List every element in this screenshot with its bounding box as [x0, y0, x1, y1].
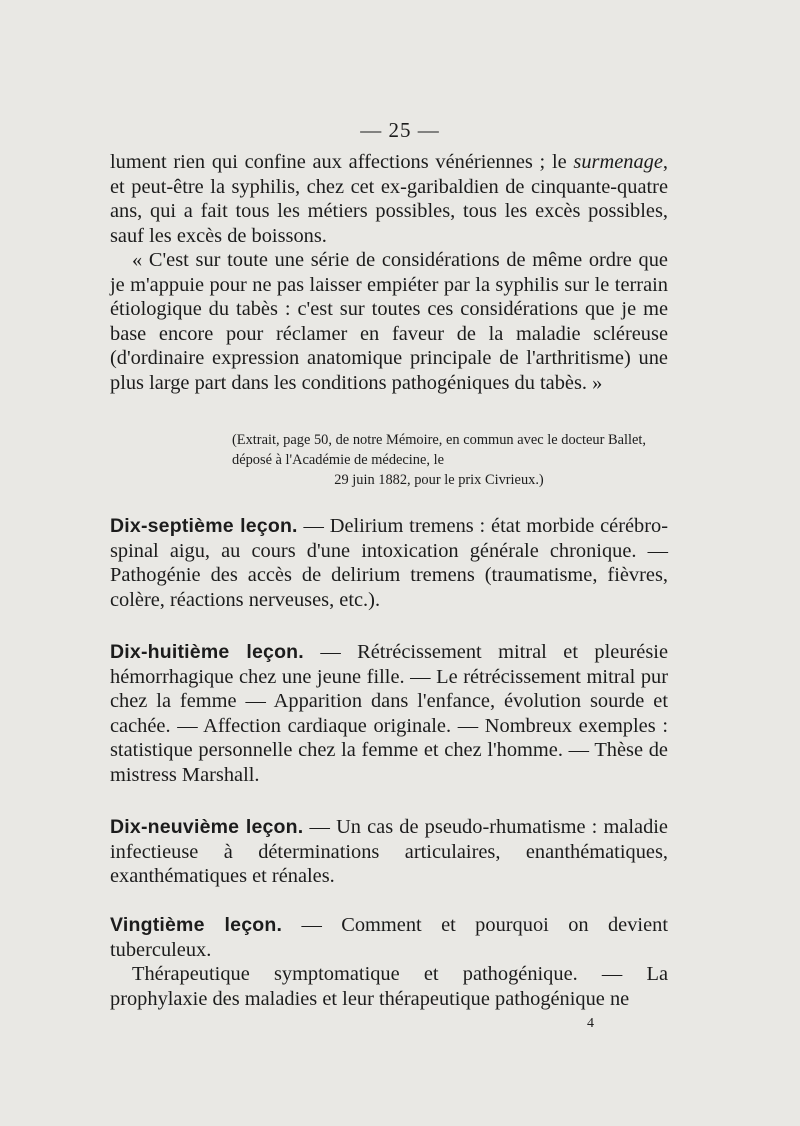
intro-emphasis: surmenage [573, 151, 663, 173]
lesson-body: — Delirium tremens : état morbide cérébro-spinal aigu, au cours d'une intoxication générale chronique. — Pathogénie des accès de delirium tremens (traumatisme, fièvres, colère, réactions nerveuses, etc.). [110, 515, 669, 611]
lesson-body: — Rétrécissement mitral et pleurésie hémorrhagique chez une jeune fille. — Le rétrécissement mitral pur chez la femme — Apparition dans l'enfance, évolution sourde et cachée. — Affection cardiaque originale. — Nombreux exemples : statistique personnelle chez la femme et chez l'homme. — Thèse de mistress Marshall. [110, 641, 669, 786]
page-number: — 25 — [360, 118, 440, 142]
lesson-title: Dix-septième leçon. [110, 515, 298, 537]
intro-section [110, 150, 668, 395]
lesson-body: — Un cas de pseudo-rhumatisme : maladie infectieuse à déterminations articulaires, enanthématiques, exanthématiques et rénales. [110, 816, 668, 887]
lesson-17 [110, 514, 668, 612]
lesson-paragraph [110, 640, 668, 787]
intro-text-before: lument rien qui confine aux affections vénériennes ; le [110, 151, 574, 173]
citation-line-2: 29 juin 1882, pour le prix Civrieux.) [334, 472, 544, 488]
lesson-title: Dix-huitième leçon. [110, 641, 304, 663]
lesson-paragraph [110, 913, 668, 962]
quote-paragraph: « C'est sur toute une série de considérations de même ordre que je m'appuie pour ne pas laisser empiéter par la syphilis sur le terrain étiologique du tabès : c'est sur toutes ces considérations que je me base encore pour réclamer en faveur de la maladie scléreuse (d'ordinaire expression anatomique principale de l'arthritisme) une plus large part dans les conditions pathogéniques du tabès. » [110, 249, 668, 394]
signature-mark: 4 [587, 1016, 594, 1031]
intro-paragraph [110, 150, 668, 248]
lesson-18 [110, 640, 668, 787]
lesson-body: — Comment et pourquoi on devient tuberculeux. [110, 914, 668, 961]
lesson-paragraph [110, 815, 668, 889]
lesson-title: Dix-neuvième leçon. [110, 816, 304, 838]
closing-section [110, 962, 668, 1011]
lesson-title: Vingtième leçon. [110, 914, 283, 936]
closing-paragraph: Thérapeutique symptomatique et pathogénique. — La prophylaxie des maladies et leur thérapeutique pathogénique ne [110, 963, 668, 1010]
lesson-paragraph [110, 514, 668, 612]
intro-text-after: , et peut-être la syphilis, chez cet ex-garibaldien de cinquante-quatre ans, qui a fait tous les métiers possibles, tous les excès possibles, sauf les excès de boissons. [110, 151, 668, 247]
citation-note [232, 430, 646, 490]
lesson-20 [110, 913, 668, 962]
citation-line-1: (Extrait, page 50, de notre Mémoire, en commun avec le docteur Ballet, déposé à l'Académie de médecine, le [232, 432, 646, 468]
lesson-19 [110, 815, 668, 889]
